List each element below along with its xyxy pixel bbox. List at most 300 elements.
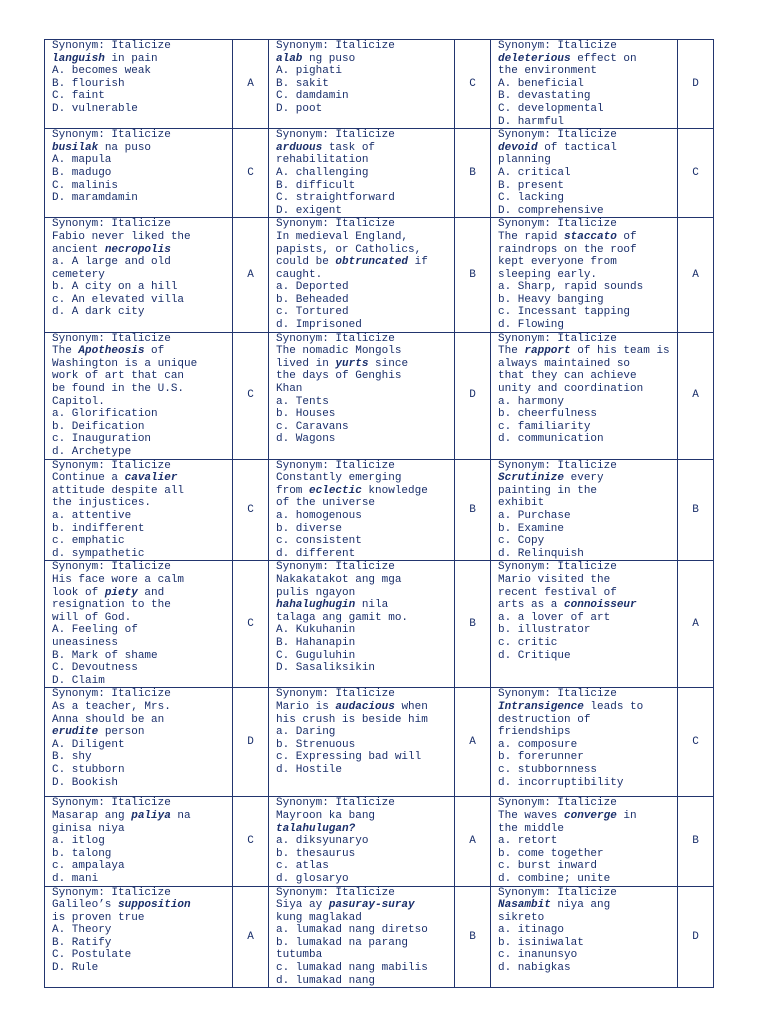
- question-line: [498, 460, 677, 473]
- question-text: B. devastating: [498, 90, 591, 103]
- question-line: [276, 433, 454, 446]
- question-line: [276, 53, 454, 66]
- question-line: [276, 860, 454, 873]
- question-line: [276, 396, 454, 409]
- question-line: [498, 244, 677, 257]
- question-text: Synonym: Italicize: [498, 218, 617, 231]
- question-line: [276, 924, 454, 937]
- keyword: piety: [104, 586, 138, 599]
- question-line: [498, 548, 677, 561]
- question-text: na puso: [98, 141, 152, 154]
- question-cell: [491, 688, 678, 797]
- question-text: D. Sasaliksikin: [276, 662, 376, 675]
- question-text: d. Wagons: [276, 433, 336, 446]
- question-line: [276, 873, 454, 886]
- question-line: [52, 675, 232, 688]
- question-line: [52, 561, 232, 574]
- question-text: C. faint: [52, 90, 105, 103]
- answer-key-cell: C: [233, 332, 269, 459]
- question-text: d. mani: [52, 872, 99, 885]
- question-text: ancient: [52, 243, 105, 256]
- question-text: c. Inauguration: [52, 433, 152, 446]
- question-text: b. A city on a hill: [52, 281, 178, 294]
- question-line: [52, 294, 232, 307]
- question-cell: [269, 886, 455, 988]
- question-line: [498, 180, 677, 193]
- question-line: [498, 912, 677, 925]
- question-line: [52, 848, 232, 861]
- question-line: [52, 777, 232, 790]
- question-text: Fabio never liked the: [52, 230, 191, 243]
- question-text: Synonym: Italicize: [498, 886, 617, 899]
- question-line: [276, 899, 454, 912]
- keyword: supposition: [118, 899, 191, 912]
- question-text: b. Examine: [498, 522, 565, 535]
- question-text: a. Tents: [276, 395, 329, 408]
- question-line: [52, 751, 232, 764]
- question-text: Synonym: Italicize: [498, 129, 617, 142]
- question-text: b. cheerfulness: [498, 408, 598, 421]
- quiz-table-body: [45, 40, 714, 988]
- question-line: [52, 180, 232, 193]
- question-text: A. becomes weak: [52, 65, 152, 78]
- question-text: D. Rule: [52, 962, 99, 975]
- question-text: caught.: [276, 268, 323, 281]
- question-text: Synonym: Italicize: [276, 886, 395, 899]
- question-line: [498, 797, 677, 810]
- question-text: Mario visited the: [498, 573, 611, 586]
- question-cell: [269, 797, 455, 886]
- question-text: kung maglakad: [276, 911, 362, 924]
- question-text: a. lumakad nang diretso: [276, 924, 428, 937]
- question-line: [52, 90, 232, 103]
- question-cell: [45, 459, 233, 561]
- answer-key-cell: C: [233, 797, 269, 886]
- question-cell: [491, 886, 678, 988]
- question-text: a. Deported: [276, 281, 349, 294]
- question-line: [276, 205, 454, 218]
- question-line: [276, 848, 454, 861]
- question-line: [276, 460, 454, 473]
- question-line: [498, 333, 677, 346]
- question-text: b. diverse: [276, 522, 343, 535]
- question-text: of: [144, 345, 165, 358]
- question-text: Synonym: Italicize: [498, 332, 617, 345]
- question-text: when: [394, 700, 428, 713]
- question-line: [52, 899, 232, 912]
- question-text: Continue a: [52, 472, 125, 485]
- question-text: A. Kukuhanin: [276, 624, 356, 637]
- question-text: d. Imprisoned: [276, 319, 362, 332]
- question-text: c. familiarity: [498, 420, 591, 433]
- question-line: [498, 497, 677, 510]
- question-cell: [269, 129, 455, 218]
- question-text: c. inanunsyo: [498, 949, 578, 962]
- question-line: [52, 599, 232, 612]
- question-text: tutumba: [276, 949, 323, 962]
- question-line: [498, 167, 677, 180]
- question-text: Anna should be an: [52, 713, 165, 726]
- question-text: a. retort: [498, 835, 558, 848]
- question-text: Synonym: Italicize: [498, 561, 617, 574]
- question-cell: [269, 688, 455, 797]
- question-line: [52, 78, 232, 91]
- question-cell: [269, 40, 455, 129]
- question-line: [498, 269, 677, 282]
- question-text: cemetery: [52, 268, 105, 281]
- question-line: [276, 244, 454, 257]
- question-line: [276, 823, 454, 836]
- question-cell: [45, 218, 233, 332]
- synonym-quiz-table: [44, 39, 714, 988]
- question-line: [498, 726, 677, 739]
- question-line: [276, 650, 454, 663]
- question-line: [276, 662, 454, 675]
- question-line: [52, 142, 232, 155]
- question-text: B. Hahanapin: [276, 636, 356, 649]
- question-text: sleeping early.: [498, 268, 598, 281]
- question-line: [276, 40, 454, 53]
- question-text: a. Daring: [276, 726, 336, 739]
- question-line: [52, 587, 232, 600]
- question-text: Synonym: Italicize: [498, 459, 617, 472]
- answer-key-cell: C: [233, 561, 269, 688]
- question-text: A. Feeling of: [52, 624, 138, 637]
- question-line: [498, 306, 677, 319]
- question-line: [498, 40, 677, 53]
- question-line: [52, 421, 232, 434]
- question-text: b. forerunner: [498, 751, 584, 764]
- question-text: The waves: [498, 809, 565, 822]
- question-text: that they can achieve: [498, 370, 637, 383]
- answer-key-cell: A: [233, 40, 269, 129]
- keyword: erudite: [52, 726, 99, 739]
- question-line: [52, 103, 232, 116]
- question-text: A. pighati: [276, 65, 343, 78]
- question-text: pulis ngayon: [276, 586, 356, 599]
- keyword: Intransigence: [498, 700, 584, 713]
- question-text: B. present: [498, 179, 565, 192]
- question-text: d. A dark city: [52, 306, 145, 319]
- question-line: [276, 78, 454, 91]
- question-row: [45, 886, 714, 988]
- question-text: A. beneficial: [498, 77, 584, 90]
- question-line: [52, 523, 232, 536]
- question-line: [276, 835, 454, 848]
- question-text: resignation to the: [52, 599, 171, 612]
- question-text: d. Flowing: [498, 319, 565, 332]
- keyword: obtruncated: [335, 256, 409, 269]
- question-line: [276, 962, 454, 975]
- question-line: [498, 764, 677, 777]
- answer-key-cell: A: [455, 797, 491, 886]
- keyword: connoisseur: [564, 599, 637, 612]
- keyword: paliya: [131, 809, 171, 822]
- question-line: [276, 937, 454, 950]
- question-line: [276, 574, 454, 587]
- question-line: [498, 612, 677, 625]
- question-line: [276, 587, 454, 600]
- answer-key-cell: A: [678, 561, 714, 688]
- question-cell: [491, 40, 678, 129]
- question-line: [52, 370, 232, 383]
- question-text: D. vulnerable: [52, 102, 138, 115]
- question-text: C. Guguluhin: [276, 649, 356, 662]
- question-text: is proven true: [52, 911, 145, 924]
- question-line: [52, 937, 232, 950]
- question-line: [276, 726, 454, 739]
- question-text: the days of Genghis: [276, 370, 402, 383]
- question-line: [52, 306, 232, 319]
- question-line: [498, 370, 677, 383]
- keyword: Scrutinize: [498, 472, 565, 485]
- question-text: As a teacher, Mrs.: [52, 700, 171, 713]
- question-row: [45, 218, 714, 332]
- question-text: c. ampalaya: [52, 860, 125, 873]
- question-text: A. critical: [498, 166, 571, 179]
- question-cell: [491, 797, 678, 886]
- question-text: b. thesaurus: [276, 847, 356, 860]
- keyword: alab: [276, 52, 303, 65]
- question-row: [45, 459, 714, 561]
- question-line: [498, 154, 677, 167]
- question-line: [52, 396, 232, 409]
- question-line: [52, 548, 232, 561]
- answer-key-cell: B: [455, 561, 491, 688]
- answer-key-cell: C: [455, 40, 491, 129]
- answer-key-cell: C: [678, 688, 714, 797]
- question-text: The nomadic Mongols: [276, 345, 402, 358]
- question-line: [276, 688, 454, 701]
- question-cell: [45, 688, 233, 797]
- question-line: [276, 624, 454, 637]
- question-text: b. come together: [498, 847, 604, 860]
- question-cell: [45, 40, 233, 129]
- question-line: [52, 612, 232, 625]
- question-text: Synonym: Italicize: [276, 40, 395, 52]
- question-text: from: [276, 484, 310, 497]
- keyword: necropolis: [104, 243, 171, 256]
- question-text: Synonym: Italicize: [52, 797, 171, 810]
- question-line: [276, 764, 454, 777]
- answer-key-cell: D: [678, 40, 714, 129]
- question-text: Synonym: Italicize: [52, 129, 171, 142]
- question-text: c. Tortured: [276, 306, 349, 319]
- question-line: [498, 650, 677, 663]
- question-text: every: [564, 472, 604, 485]
- question-cell: [269, 218, 455, 332]
- question-text: D. maramdamin: [52, 192, 138, 205]
- question-text: The: [498, 345, 525, 358]
- question-line: [276, 612, 454, 625]
- keyword: hahalughugin: [276, 599, 356, 612]
- question-text: Capitol.: [52, 395, 105, 408]
- keyword: Nasambit: [498, 899, 551, 912]
- question-text: d. different: [276, 547, 356, 560]
- question-text: a. homogenous: [276, 509, 362, 522]
- question-text: of: [616, 230, 637, 243]
- question-text: of tactical: [537, 141, 617, 154]
- question-text: raindrops on the roof: [498, 243, 637, 256]
- question-text: A. mapula: [52, 154, 112, 167]
- question-text: a. Purchase: [498, 509, 571, 522]
- question-text: person: [98, 726, 145, 739]
- question-cell: [491, 561, 678, 688]
- question-line: [498, 860, 677, 873]
- question-line: [276, 167, 454, 180]
- question-text: planning: [498, 154, 551, 167]
- question-line: [498, 433, 677, 446]
- question-row: [45, 797, 714, 886]
- answer-key-cell: C: [233, 129, 269, 218]
- question-line: [498, 53, 677, 66]
- question-line: [498, 142, 677, 155]
- question-line: [276, 180, 454, 193]
- question-line: [52, 924, 232, 937]
- question-text: His face wore a calm: [52, 573, 185, 586]
- question-text: Washington is a unique: [52, 357, 198, 370]
- question-text: a. composure: [498, 738, 578, 751]
- question-text: kept everyone from: [498, 256, 617, 269]
- question-text: D. Claim: [52, 674, 105, 687]
- question-line: [276, 637, 454, 650]
- question-text: C. Devoutness: [52, 662, 138, 675]
- question-text: D. poot: [276, 102, 323, 115]
- question-line: [498, 231, 677, 244]
- question-line: [52, 650, 232, 663]
- question-text: will of God.: [52, 611, 132, 624]
- question-line: [52, 446, 232, 459]
- question-text: na: [170, 809, 191, 822]
- question-row: [45, 688, 714, 797]
- question-line: [276, 154, 454, 167]
- question-text: be found in the U.S.: [52, 383, 185, 396]
- question-text: Masarap ang: [52, 809, 132, 822]
- question-text: B. sakit: [276, 77, 329, 90]
- question-text: C. malinis: [52, 179, 119, 192]
- question-line: [52, 244, 232, 257]
- question-text: a. A large and old: [52, 256, 171, 269]
- question-line: [52, 962, 232, 975]
- keyword: staccato: [564, 230, 617, 243]
- question-line: [498, 65, 677, 78]
- question-text: c. Incessant tapping: [498, 306, 631, 319]
- question-text: a. itinago: [498, 924, 565, 937]
- question-line: [276, 358, 454, 371]
- answer-key-cell: A: [678, 218, 714, 332]
- question-text: c. emphatic: [52, 535, 125, 548]
- question-line: [498, 887, 677, 900]
- question-text: Synonym: Italicize: [276, 129, 395, 142]
- question-text: c. lumakad nang mabilis: [276, 962, 428, 975]
- keyword: Apotheosis: [78, 345, 145, 358]
- answer-key-cell: C: [678, 129, 714, 218]
- question-line: [52, 701, 232, 714]
- question-row: [45, 561, 714, 688]
- keyword: busilak: [52, 141, 99, 154]
- question-row: [45, 129, 714, 218]
- question-line: [498, 319, 677, 332]
- answer-key-cell: D: [455, 332, 491, 459]
- question-text: Synonym: Italicize: [276, 459, 395, 472]
- question-text: Synonym: Italicize: [52, 332, 171, 345]
- question-line: [276, 370, 454, 383]
- question-cell: [45, 797, 233, 886]
- question-line: [52, 460, 232, 473]
- question-cell: [269, 332, 455, 459]
- question-line: [498, 218, 677, 231]
- question-line: [276, 408, 454, 421]
- question-line: [52, 860, 232, 873]
- question-line: [498, 924, 677, 937]
- question-text: A. Diligent: [52, 738, 125, 751]
- question-line: [498, 899, 677, 912]
- question-line: [276, 561, 454, 574]
- question-line: [52, 231, 232, 244]
- answer-key-cell: C: [233, 459, 269, 561]
- keyword: audacious: [335, 700, 395, 713]
- question-line: [498, 810, 677, 823]
- question-line: [498, 574, 677, 587]
- question-text: ginisa niya: [52, 822, 125, 835]
- question-line: [276, 294, 454, 307]
- question-line: [498, 873, 677, 886]
- question-text: c. An elevated villa: [52, 293, 185, 306]
- question-text: c. burst inward: [498, 860, 598, 873]
- question-line: [276, 751, 454, 764]
- question-line: [498, 701, 677, 714]
- question-cell: [491, 332, 678, 459]
- question-text: d. communication: [498, 433, 604, 446]
- question-line: [276, 714, 454, 727]
- question-line: [52, 764, 232, 777]
- question-line: [52, 65, 232, 78]
- question-text: a. diksyunaryo: [276, 835, 369, 848]
- question-line: [52, 624, 232, 637]
- question-text: and: [137, 586, 165, 599]
- question-line: [276, 975, 454, 988]
- question-text: B. shy: [52, 751, 92, 764]
- question-line: [276, 281, 454, 294]
- question-text: Siya ay: [276, 899, 329, 912]
- keyword: deleterious: [498, 52, 571, 65]
- question-line: [498, 561, 677, 574]
- keyword: cavalier: [124, 472, 178, 485]
- question-line: [52, 810, 232, 823]
- question-text: look of: [52, 586, 105, 599]
- question-line: [52, 739, 232, 752]
- question-text: Galileo’s: [52, 899, 119, 912]
- question-text: the injustices.: [52, 497, 152, 510]
- question-line: [276, 383, 454, 396]
- question-line: [52, 408, 232, 421]
- question-line: [276, 319, 454, 332]
- question-line: [276, 739, 454, 752]
- question-text: unity and coordination: [498, 383, 644, 396]
- question-text: b. Beheaded: [276, 293, 349, 306]
- question-text: destruction of: [498, 713, 591, 726]
- question-line: [276, 256, 454, 269]
- question-text: Mayroon ka bang: [276, 809, 376, 822]
- question-line: [52, 912, 232, 925]
- question-text: rehabilitation: [276, 154, 369, 167]
- keyword: languish: [52, 52, 105, 65]
- question-line: [52, 637, 232, 650]
- question-line: [498, 949, 677, 962]
- question-text: c. Copy: [498, 535, 545, 548]
- question-text: d. Archetype: [52, 446, 132, 458]
- answer-key-cell: B: [678, 459, 714, 561]
